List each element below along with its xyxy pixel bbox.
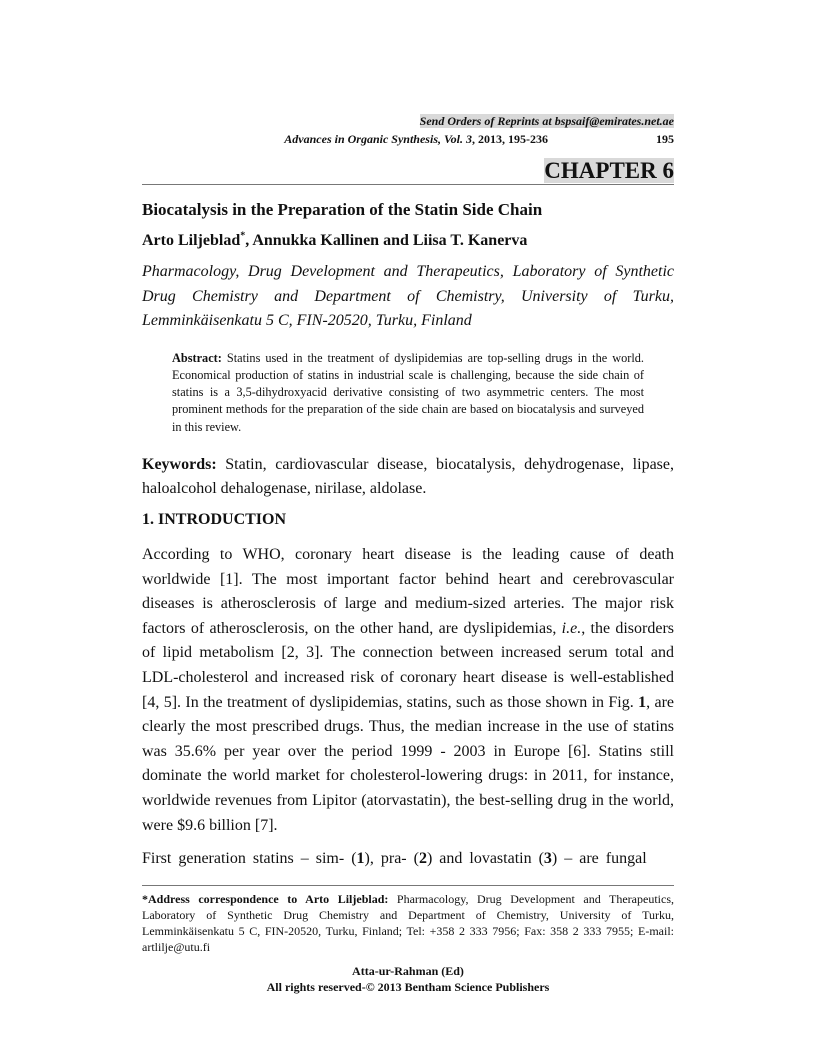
reprints-notice: Send Orders of Reprints at bspsaif@emirates.net.ae: [419, 114, 674, 128]
paper-title: Biocatalysis in the Preparation of the Statin Side Chain: [142, 200, 543, 219]
publisher-info: Atta-ur-Rahman (Ed) All rights reserved-© 2013 Bentham Science Publishers: [266, 963, 550, 994]
body-paragraph: According to WHO, coronary heart disease is the leading cause of death worldwide [1]. The most important factor behind heart and cerebrovascular diseases is atherosclerosis of large and medium-sized arteries. The major risk factors of atherosclerosis, on the other hand, are dyslipidemias, i.e., the disorders of lipid metabolism [2, 3]. The connection between increased serum total and LDL-cholesterol and increased risk of coronary heart disease is well-established [4, 5]. In the treatment of dyslipidemias, statins, such as those shown in Fig. 1, are clearly the most prescribed drugs. Thus, the median increase in the use of statins was 35.6% per year over the period 1999 - 2003 in Europe [6]. Statins still dominate the world market for cholesterol-lowering drugs: in 2011, for instance, worldwide revenues from Lipitor (atorvastatin), the best-selling drug in the world, were $9.6 billion [7].: [142, 545, 675, 834]
keywords: Keywords: Statin, cardiovascular disease, biocatalysis, dehydrogenase, lipase, haloalcohol dehalogenase, nirilase, aldolase.: [142, 455, 674, 498]
chapter-label: CHAPTER 6: [544, 158, 674, 183]
body-paragraph: First generation statins – sim- (1), pra- (2) and lovastatin (3) – are fungal: [142, 850, 647, 868]
abstract: Abstract: Statins used in the treatment of dyslipidemias are top-selling drugs in the world. Economical production of statins in industrial scale is challenging, because the side chain of statins is a 3,5-dihydroxyacid derivative consisting of two asymmetric centers. The most prominent methods for the preparation of the side chain are based on biocatalysis and surveyed in this review.: [172, 350, 644, 434]
section-heading: 1. INTRODUCTION: [142, 510, 287, 528]
correspondence-footnote: *Address correspondence to Arto Liljeblad: Pharmacology, Drug Development and Therapeutics, Laboratory of Synthetic Drug Chemistry and Department of Chemistry, University of Turku, Lemminkäisenkatu 5 C, FIN-20520, Turku, Finland; Tel: +358 2 333 7956; Fax: 358 2 333 7955; E-mail: artlilje@utu.fi: [142, 891, 674, 954]
footnote-divider: [142, 885, 674, 886]
header-divider: [142, 184, 674, 185]
page-number: 195: [656, 132, 674, 146]
authors: Arto Liljeblad*, Annukka Kallinen and Liisa T. Kanerva: [142, 230, 528, 249]
journal-citation: Advances in Organic Synthesis, Vol. 3, 2013, 195-236 195: [284, 132, 674, 146]
affiliation: Pharmacology, Drug Development and Therapeutics, Laboratory of Synthetic Drug Chemistry and Department of Chemistry, University of Turku, Lemminkäisenkatu 5 C, FIN-20520, Turku, Finland: [142, 263, 674, 330]
